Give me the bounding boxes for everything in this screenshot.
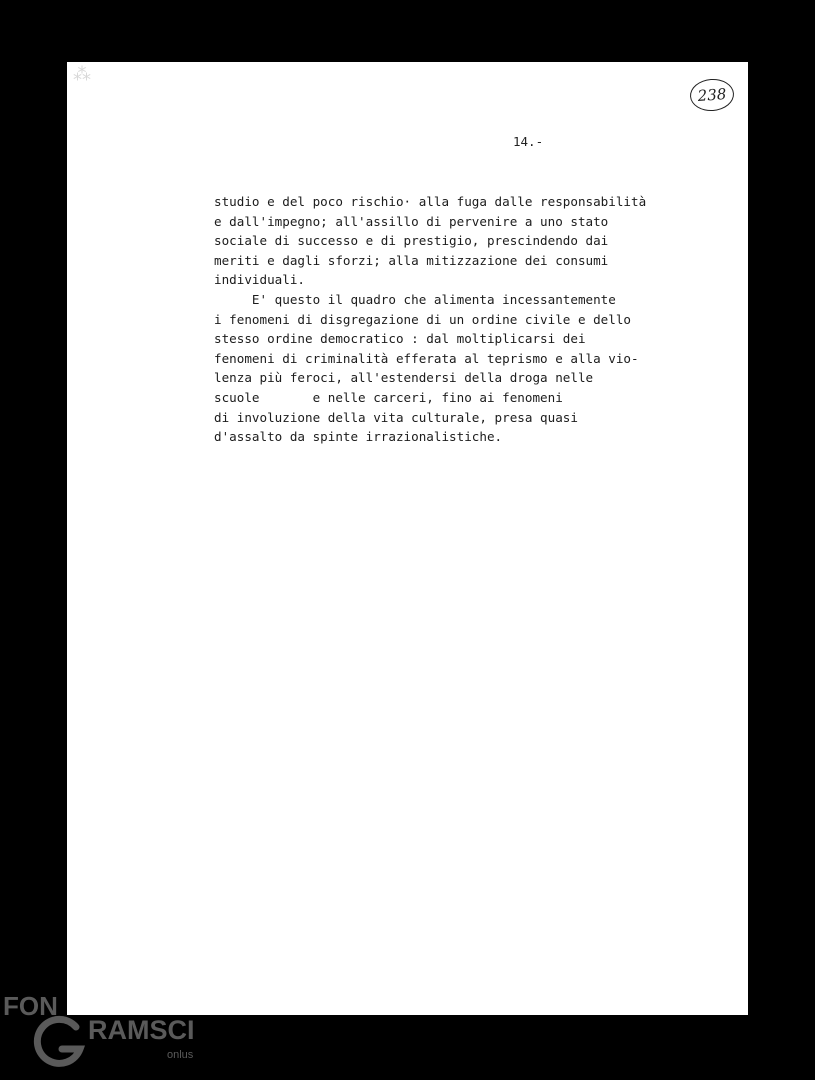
- text-line: di involuzione della vita culturale, presa quasi: [214, 409, 578, 425]
- body-text: [214, 192, 684, 447]
- logo-suffix: onlus: [167, 1049, 194, 1061]
- document-page: [67, 62, 748, 1015]
- logo-name: RAMSCI: [88, 1015, 195, 1045]
- logo-prefix: FON: [3, 991, 58, 1021]
- text-line: sociale di successo e di prestigio, prescindendo dai: [214, 233, 609, 249]
- archive-stamp: 238: [689, 78, 735, 113]
- text-line: e dall'impegno; all'assillo di pervenire a uno stato: [214, 213, 609, 229]
- fondazione-gramsci-logo: [0, 985, 200, 1080]
- text-line: individuali.: [214, 272, 305, 288]
- text-line: i fenomeni di disgregazione di un ordine civile e dello: [214, 311, 632, 327]
- text-line: d'assalto da spinte irrazionalistiche.: [214, 429, 503, 445]
- text-line: E' questo il quadro che alimenta incessantemente: [214, 291, 616, 307]
- logo-g-icon: [32, 1013, 88, 1069]
- page-number: 14.-: [513, 134, 544, 149]
- text-line: fenomeni di criminalità efferata al teprismo e alla vio-: [214, 350, 639, 366]
- text-line: lenza più feroci, all'estendersi della droga nelle: [214, 370, 594, 386]
- paper-smudge: ⁂: [73, 64, 91, 85]
- text-line: meriti e dagli sforzi; alla mitizzazione dei consumi: [214, 252, 609, 268]
- text-line: scuole e nelle carceri, fino ai fenomeni: [214, 389, 563, 405]
- text-line: studio e del poco rischio· alla fuga dalle responsabilità: [214, 194, 647, 209]
- text-line: stesso ordine democratico : dal moltiplicarsi dei: [214, 331, 586, 347]
